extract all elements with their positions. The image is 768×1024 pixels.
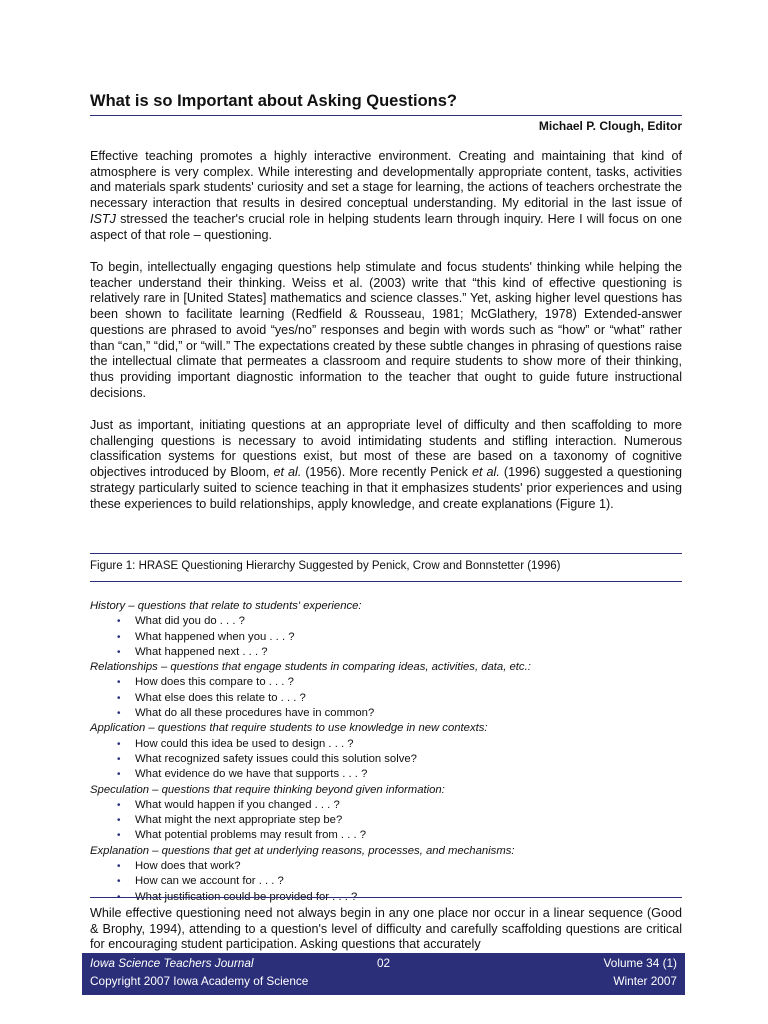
bullet-icon: • xyxy=(117,708,121,720)
question-item xyxy=(90,645,682,660)
question-item xyxy=(90,813,682,828)
question-item xyxy=(90,828,682,843)
question-item xyxy=(90,630,682,645)
title-divider xyxy=(90,115,682,116)
question-item xyxy=(90,675,682,690)
bullet-icon: • xyxy=(117,631,121,643)
figure-bottom-rule xyxy=(90,897,682,898)
paragraph-3-italic-1: et al. xyxy=(273,465,302,480)
footer-volume: Volume 34 (1) xyxy=(603,956,677,970)
question-text: What justification could be provided for . . . ? xyxy=(135,890,358,903)
question-text: What recognized safety issues could this solution solve? xyxy=(135,752,417,765)
question-text: What would happen if you changed . . . ? xyxy=(135,798,340,811)
bullet-icon: • xyxy=(117,616,121,628)
question-item xyxy=(90,874,682,889)
bullet-icon: • xyxy=(117,753,121,765)
article-author: Michael P. Clough, Editor xyxy=(538,119,682,133)
page-footer xyxy=(82,953,685,995)
footer-copyright: Copyright 2007 Iowa Academy of Science xyxy=(90,974,309,988)
question-text: What evidence do we have that supports . . . ? xyxy=(135,768,368,781)
question-text: How can we account for . . . ? xyxy=(135,875,284,888)
figure-caption: Figure 1: HRASE Questioning Hierarchy Suggested by Penick, Crow and Bonnstetter (1996) xyxy=(90,560,561,572)
bullet-icon: • xyxy=(117,692,121,704)
question-item xyxy=(90,752,682,767)
bullet-icon: • xyxy=(117,769,121,781)
question-category-heading: Speculation – questions that require thinking beyond given information: xyxy=(90,783,445,796)
bullet-icon: • xyxy=(117,861,121,873)
question-category-heading: Application – questions that require students to use knowledge in new contexts: xyxy=(90,722,488,735)
question-text: How could this idea be used to design . . . ? xyxy=(135,737,354,750)
footer-page-number: 02 xyxy=(376,956,391,970)
question-hierarchy-list xyxy=(90,599,682,905)
question-text: What do all these procedures have in common? xyxy=(135,707,375,720)
figure-top-rule xyxy=(90,553,682,554)
paragraph-3 xyxy=(90,418,682,512)
paragraph-4: While effective questioning need not always begin in any one place nor occur in a linear sequence (Good & Brophy, 1994), attending to a question's level of difficulty and carefully scaffolding questions are critical for encouraging student participation. Asking questions that accurately xyxy=(90,906,682,952)
question-item xyxy=(90,737,682,752)
question-text: What happened next . . . ? xyxy=(135,645,268,658)
paragraph-2: To begin, intellectually engaging questions help stimulate and focus students' thinking while helping the teacher understand their thinking. Weiss et al. (2003) write that “this kind of effective questioning is relatively rare in [United States] mathematics and science classes.” Yet, asking higher level questions has been shown to facilitate learning (Redfield & Rousseau, 1981; McGlathery, 1978) Extended-answer questions are phrased to avoid “yes/no” responses and begin with words such as “how” or “what” rather than “can,” “did,” or “will.” The expectations created by these subtle changes in phrasing of questions raise the intellectual climate that permeates a classroom and require students to show more of their thinking, thus providing important diagnostic information to the teacher that ought to guide future instructional decisions. xyxy=(90,260,682,400)
question-text: What might the next appropriate step be? xyxy=(135,814,343,827)
question-item xyxy=(90,859,682,874)
paragraph-1-text-b: stressed the teacher's crucial role in helping students learn through inquiry. Here I will focus on one aspect of that role – questioning. xyxy=(90,211,682,242)
question-item xyxy=(90,798,682,813)
bullet-icon: • xyxy=(117,876,121,888)
question-text: What did you do . . . ? xyxy=(135,615,245,628)
question-text: What potential problems may result from . . . ? xyxy=(135,829,367,842)
question-text: How does this compare to . . . ? xyxy=(135,676,294,689)
bullet-icon: • xyxy=(117,738,121,750)
bullet-icon: • xyxy=(117,677,121,689)
question-item xyxy=(90,691,682,706)
paragraph-1-text-a: Effective teaching promotes a highly interactive environment. Creating and maintaining that kind of atmosphere is very complex. While interesting and developmentally appropriate content, tasks, activities and materials spark students' curiosity and set a stage for learning, the actions of teachers orchestrate the necessary interaction that results in desired conceptual understanding. My editorial in the last issue of xyxy=(90,149,682,211)
bullet-icon: • xyxy=(117,815,121,827)
question-text: What else does this relate to . . . ? xyxy=(135,691,306,704)
question-category-heading: Relationships – questions that engage students in comparing ideas, activities, data, etc.: xyxy=(90,661,531,674)
question-category-heading: History – questions that relate to students' experience: xyxy=(90,600,362,612)
paragraph-3-text-b: (1956). More recently Penick xyxy=(301,465,473,480)
question-text: How does that work? xyxy=(135,860,241,873)
paragraph-3-text-c: (1996) suggested a questioning strategy particularly suited to science teaching in that it emphasizes students' prior experiences and using these experiences to build relationships, apply knowledge, and create explanations (Figure 1). xyxy=(90,465,682,511)
bullet-icon: • xyxy=(117,830,121,842)
footer-issue: Winter 2007 xyxy=(613,974,677,988)
question-item xyxy=(90,706,682,721)
bullet-icon: • xyxy=(117,799,121,811)
question-item xyxy=(90,767,682,782)
question-item xyxy=(90,614,682,629)
bullet-icon: • xyxy=(117,891,121,903)
paragraph-3-text-a: Just as important, initiating questions at an appropriate level of difficulty and then scaffolding to more challenging questions is necessary to avoid intimidating students and stifling interaction. Numerous classification systems for questions exist, but most of these are based on a taxonomy of cognitive objectives introduced by Bloom, xyxy=(90,418,682,480)
article-title: What is so Important about Asking Questions? xyxy=(90,92,457,110)
figure-caption-rule xyxy=(90,581,682,582)
question-text: What happened when you . . . ? xyxy=(135,630,295,643)
paragraph-3-italic-2: et al. xyxy=(472,465,500,480)
journal-abbrev: ISTJ xyxy=(90,211,116,226)
paragraph-1 xyxy=(90,149,682,243)
question-category-heading: Explanation – questions that get at underlying reasons, processes, and mechanisms: xyxy=(90,844,515,857)
bullet-icon: • xyxy=(117,646,121,658)
footer-journal-name: Iowa Science Teachers Journal xyxy=(90,956,254,970)
